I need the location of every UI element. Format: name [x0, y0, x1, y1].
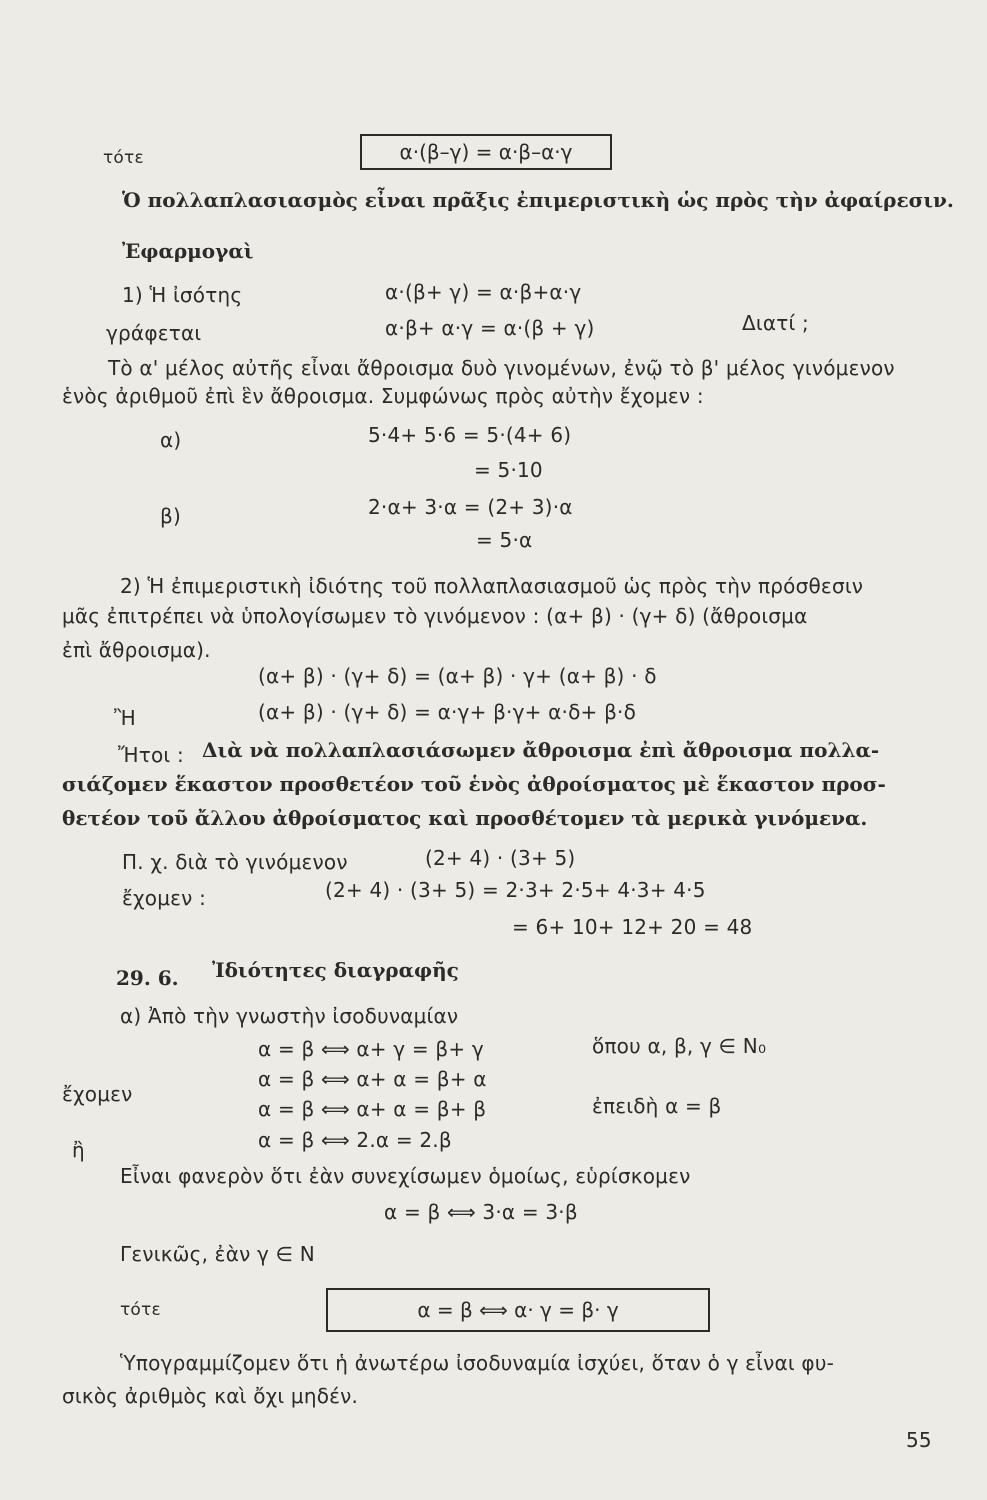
final-line2: σικὸς ἀριθμὸς καὶ ὄχι μηδέν.: [62, 1384, 359, 1408]
bold-statement: Ὁ πολλαπλασιασμὸς εἶναι πρᾶξις ἐπιμεριστικὴ ὡς πρὸς τὴν ἀφαίρεσιν.: [122, 188, 954, 212]
equivalence-1-note: ὅπου α, β, γ ∈ N₀: [592, 1034, 767, 1058]
example-b-line2: = 5·α: [476, 528, 533, 552]
tote-label: τότε: [103, 148, 144, 168]
section-a-intro: α) Ἀπὸ τὴν γνωστὴν ἰσοδυναμίαν: [120, 1004, 459, 1028]
section-number: 29. 6.: [116, 966, 179, 990]
exomen-formula1: (2+ 4) · (3+ 5) = 2·3+ 2·5+ 4·3+ 4·5: [325, 878, 706, 902]
example-px-formula: (2+ 4) · (3+ 5): [425, 846, 576, 870]
example-a-line2: = 5·10: [474, 458, 543, 482]
item2-line3: ἐπὶ ἄθροισμα).: [62, 638, 211, 662]
item1-label: 1) Ἡ ἰσότης: [122, 283, 243, 307]
item2-formula2: (α+ β) · (γ+ δ) = α·γ+ β·γ+ α·δ+ β·δ: [258, 700, 637, 724]
boxed-formula-cancellation: α = β ⟺ α· γ = β· γ: [326, 1288, 710, 1332]
equivalence-3-note: ἐπειδὴ α = β: [592, 1094, 722, 1118]
tote-label-2: τότε: [120, 1300, 161, 1320]
item2-or-label: Ἢ: [114, 706, 136, 730]
genikos-line: Γενικῶς, ἐὰν γ ∈ N: [120, 1242, 315, 1266]
item2-formula1: (α+ β) · (γ+ δ) = (α+ β) · γ+ (α+ β) · δ: [258, 664, 657, 688]
final-line1: Ὑπογραμμίζομεν ὅτι ἡ ἀνωτέρω ἰσοδυναμία ἰσχύει, ὅταν ὁ γ εἶναι φυ-: [120, 1351, 835, 1375]
bold-rule-line3: θετέον τοῦ ἄλλου ἀθροίσματος καὶ προσθέτομεν τὰ μερικὰ γινόμενα.: [62, 806, 868, 830]
page-number: 55: [906, 1428, 932, 1452]
exomen-formula2: = 6+ 10+ 12+ 20 = 48: [512, 915, 753, 939]
example-b-line1: 2·α+ 3·α = (2+ 3)·α: [368, 495, 573, 519]
bold-rule-line2: σιάζομεν ἕκαστον προσθετέον τοῦ ἑνὸς ἀθροίσματος μὲ ἕκαστον προσ-: [62, 772, 886, 796]
grafetai-formula: α·β+ α·γ = α·(β + γ): [385, 316, 595, 340]
exomen-label: ἔχομεν :: [122, 886, 207, 910]
paragraph1-line1: Τὸ α' μέλος αὐτῆς εἶναι ἄθροισμα δυὸ γινομένων, ἐνῷ τὸ β' μέλος γινόμενον: [108, 356, 895, 380]
htoi-prefix: Ἤτοι :: [118, 743, 184, 767]
or-label: ἢ: [72, 1138, 85, 1162]
section-title: Ἰδιότητες διαγραφῆς: [212, 958, 459, 982]
item2-line1: 2) Ἡ ἐπιμεριστικὴ ἰδιότης τοῦ πολλαπλασιασμοῦ ὡς πρὸς τὴν πρόσθεσιν: [120, 574, 864, 598]
equivalence-5: α = β ⟺ 3·α = 3·β: [384, 1200, 578, 1224]
equivalence-1: α = β ⟺ α+ γ = β+ γ: [258, 1037, 484, 1061]
example-a-label: α): [160, 428, 182, 452]
grafetai-label: γράφεται: [106, 321, 202, 345]
equivalence-4: α = β ⟺ 2.α = 2.β: [258, 1128, 452, 1152]
example-a-line1: 5·4+ 5·6 = 5·(4+ 6): [368, 423, 572, 447]
applications-heading: Ἐφαρμογαὶ: [122, 239, 254, 263]
bold-rule-line1: Διὰ νὰ πολλαπλασιάσωμεν ἄθροισμα ἐπὶ ἄθροισμα πολλα-: [202, 738, 880, 762]
item1-formula: α·(β+ γ) = α·β+α·γ: [385, 280, 582, 304]
diati-question: Διατί ;: [742, 311, 809, 335]
equivalence-3: α = β ⟺ α+ α = β+ β: [258, 1097, 487, 1121]
exomen-label-2: ἔχομεν: [62, 1082, 133, 1106]
einai-line: Εἶναι φανερὸν ὅτι ἐὰν συνεχίσωμεν ὁμοίως, εὑρίσκομεν: [120, 1164, 691, 1188]
example-b-label: β): [160, 504, 181, 528]
boxed-formula-subtraction: α·(β–γ) = α·β–α·γ: [360, 134, 612, 170]
item2-line2: μᾶς ἐπιτρέπει νὰ ὑπολογίσωμεν τὸ γινόμενον : (α+ β) · (γ+ δ) (ἄθροισμα: [62, 604, 808, 628]
equivalence-2: α = β ⟺ α+ α = β+ α: [258, 1067, 487, 1091]
example-px-label: Π. χ. διὰ τὸ γινόμενον: [122, 850, 348, 874]
paragraph1-line2: ἑνὸς ἀριθμοῦ ἐπὶ ἓν ἄθροισμα. Συμφώνως πρὸς αὐτὴν ἔχομεν :: [62, 384, 704, 408]
